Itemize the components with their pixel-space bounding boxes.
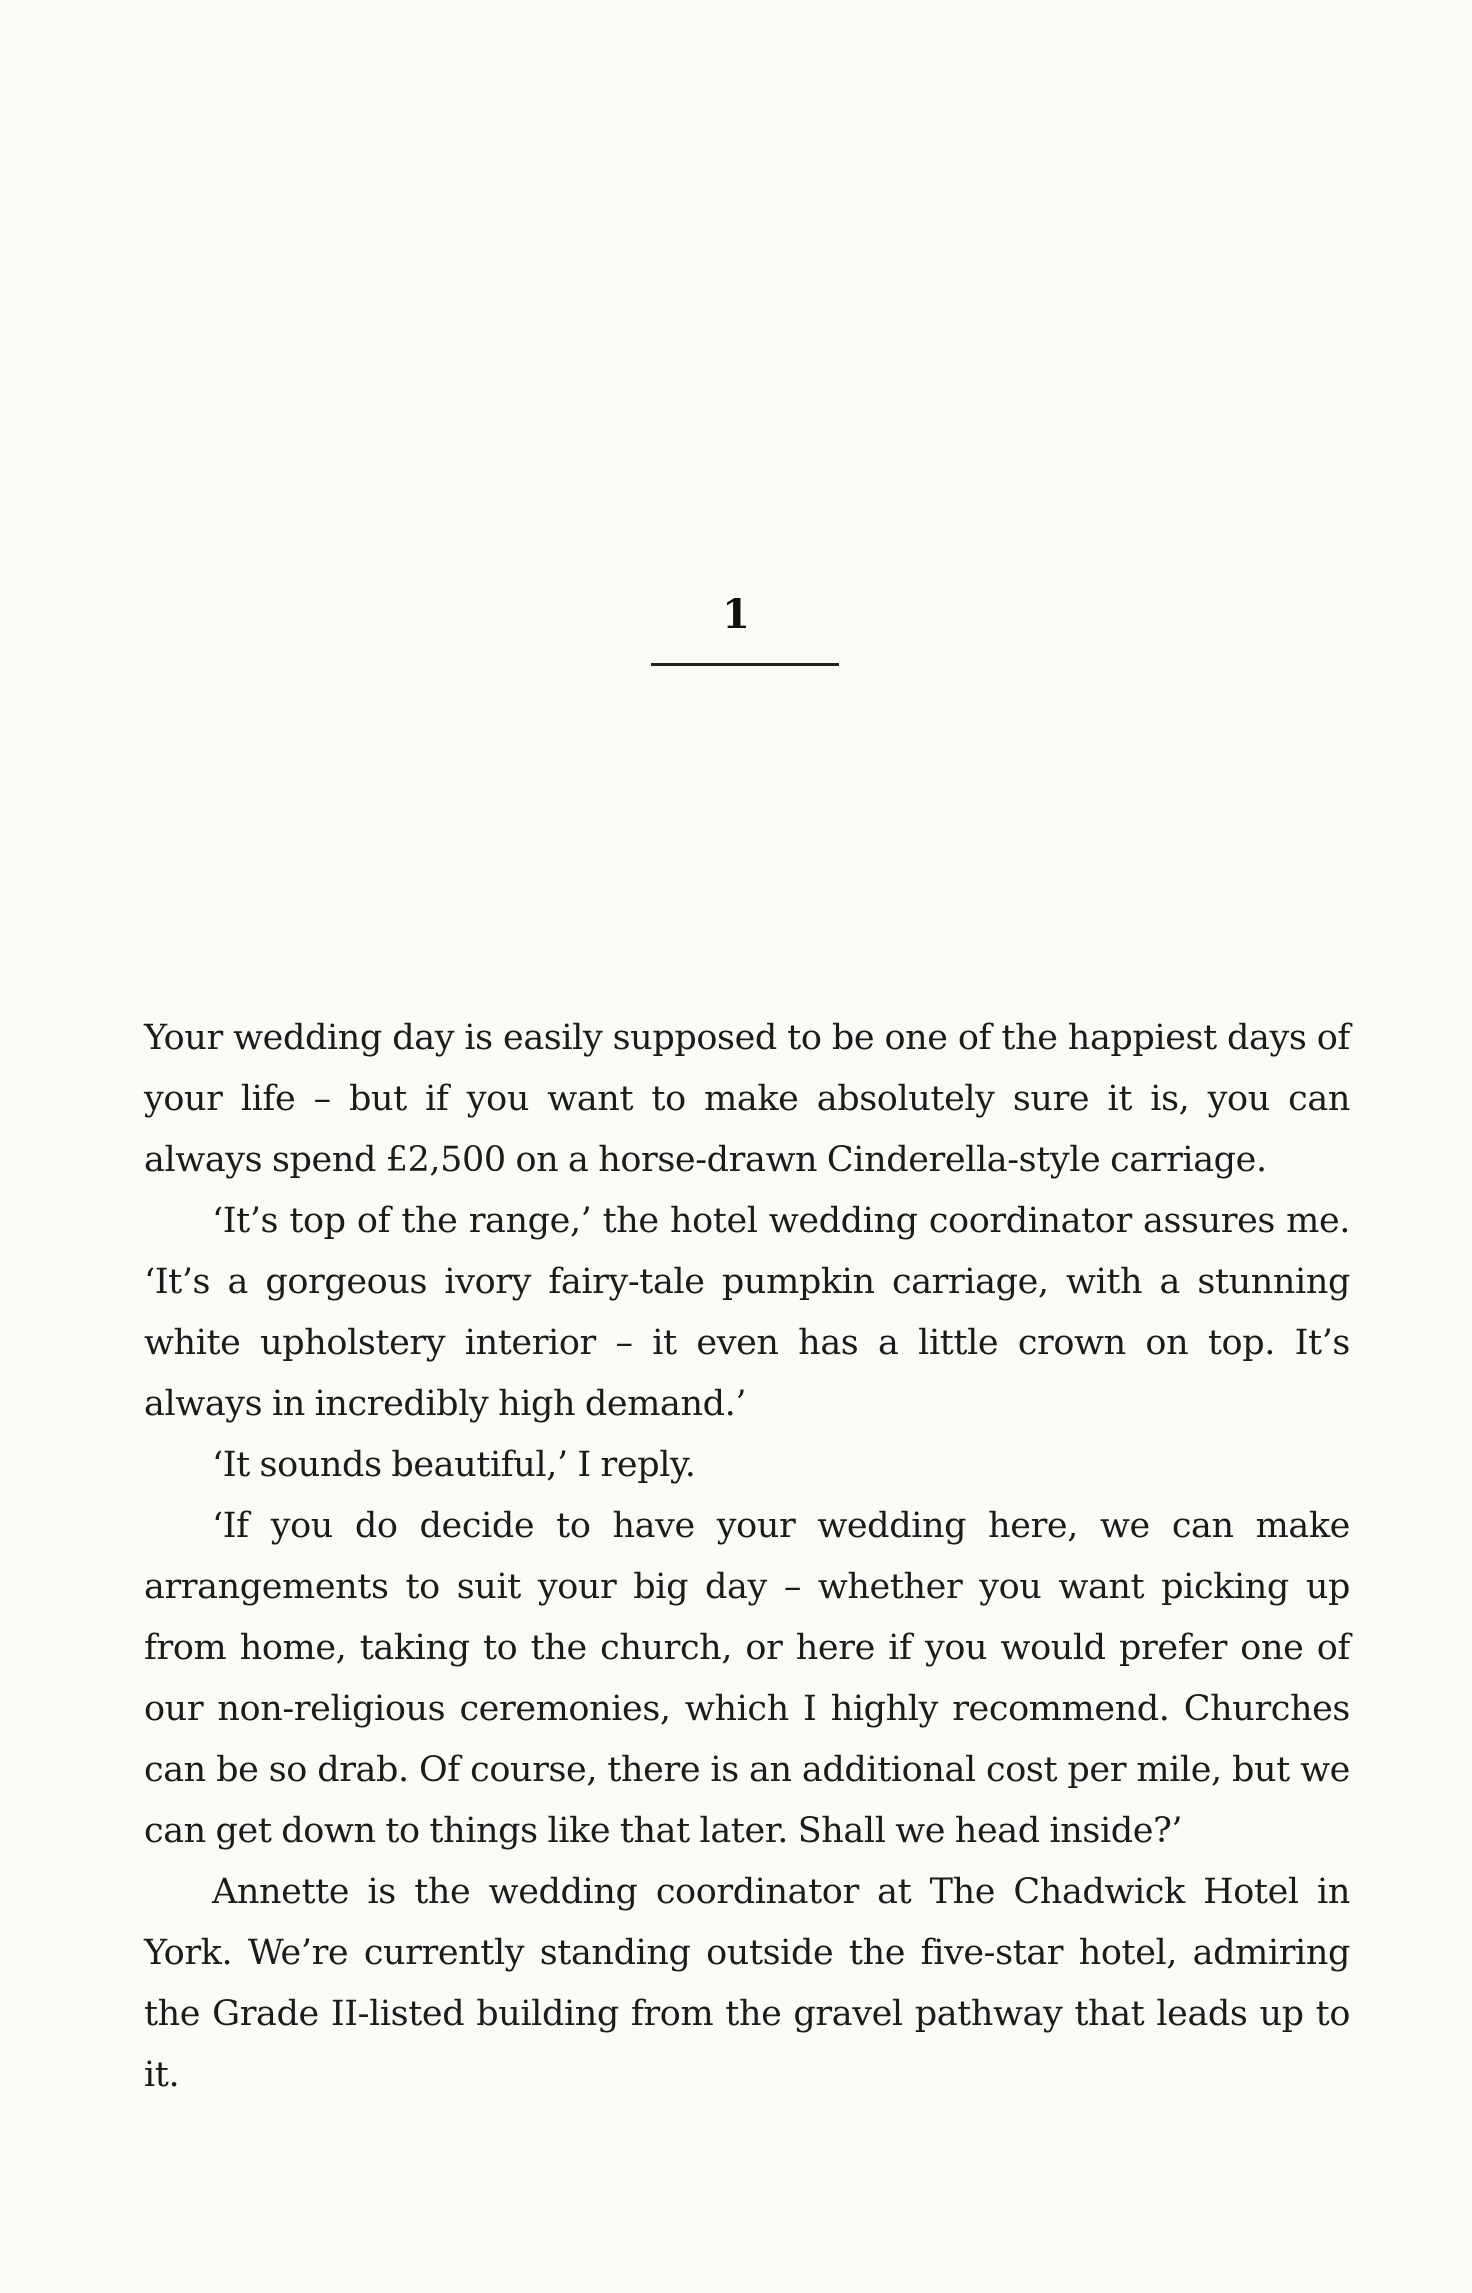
body-text xyxy=(144,1008,1350,2106)
chapter-rule xyxy=(651,663,839,666)
paragraph-opening: Your wedding day is easily supposed to be one of the happiest days of your life – but if you want to make absolutely sure it is, you can always spend £2,500 on a horse-drawn Cinderella-style carriage. xyxy=(144,1018,1350,1180)
paragraph-reply: ‘It sounds beautiful,’ I reply. xyxy=(212,1445,696,1485)
paragraph-arrangements: ‘If you do decide to have your wedding here, we can make arrangements to suit your big day – whether you want picking up from home, taking to the church, or here if you would prefer one of our non-religious ceremonies, which I highly recommend. Churches can be so drab. Of course, there is an additional cost per mile, but we can get down to things like that later. Shall we head inside?’ xyxy=(144,1506,1350,1851)
paragraph-annette: Annette is the wedding coordinator at The Chadwick Hotel in York. We’re currently standing outside the five-star hotel, admiring the Grade II-listed building from the gravel pathway that leads up to it. xyxy=(144,1872,1350,2095)
paragraph-carriage-description: ‘It’s top of the range,’ the hotel wedding coordinator assures me. ‘It’s a gorgeous ivory fairy-tale pumpkin carriage, with a stunning white upholstery interior – it even has a little crown on top. It’s always in incredibly high demand.’ xyxy=(144,1201,1350,1424)
chapter-number: 1 xyxy=(722,591,750,638)
